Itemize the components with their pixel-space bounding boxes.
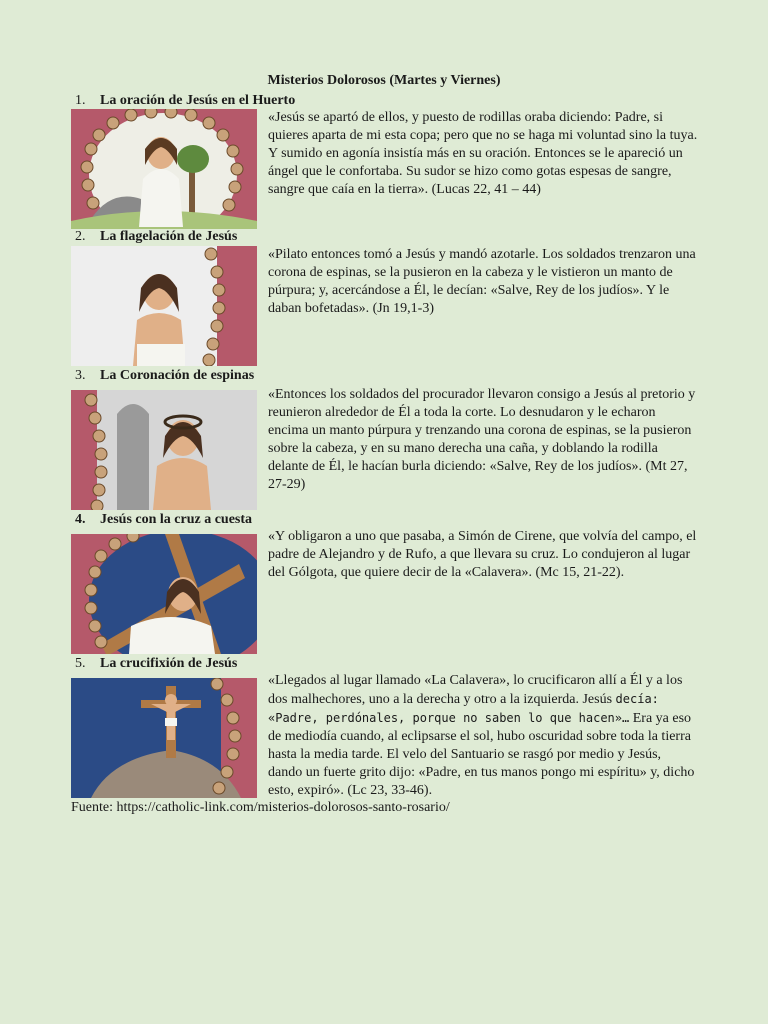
mystery-4-title: Jesús con la cruz a cuesta (100, 512, 253, 527)
mystery-4-number: 4. (75, 512, 86, 527)
mystery-5-number: 5. (75, 656, 86, 671)
mystery-3-text: «Entonces los soldados del procurador llevaron consigo a Jesús al pretorio y reunieron alrededor de Él a toda la corte. Lo desnudaron y le echaron encima un manto púrpura y trenzando una corona de espinas, se la pusieron sobre la cabeza, y en su mano derecha una caña, y doblando la rodilla delante de Él, le hacían burla diciendo: «Salve, Rey de los judíos». (Mt 27, 27-29) (268, 387, 696, 492)
mystery-5-text-a: «Llegados al lugar llamado «La Calavera», lo crucificaron allí a Él y a los dos malhechores, uno a la derecha y otro a la izquierda. Jesús (268, 673, 683, 707)
mystery-5-text-mono: decía: «Padre, perdónales, porque no saben lo que hacen»… (268, 692, 659, 725)
mystery-2-number: 2. (75, 229, 86, 244)
crucifixion-image (71, 678, 257, 798)
cross-carrying-image (71, 534, 257, 654)
mystery-4-illustration (71, 534, 257, 654)
mystery-5-heading (75, 656, 237, 672)
mystery-1-title: La oración de Jesús en el Huerto (100, 93, 296, 108)
mystery-1-illustration (71, 109, 257, 229)
mystery-3-illustration (71, 390, 257, 510)
mystery-1-heading (75, 93, 295, 109)
mystery-2-heading (75, 229, 237, 245)
mystery-2-title: La flagelación de Jesús (100, 229, 238, 244)
mystery-2-text: «Pilato entonces tomó a Jesús y mandó azotarle. Los soldados trenzaron una corona de espinas, se la pusieron en la cabeza y le vistieron un manto de púrpura; y, acercándose a Él, le decían: «Salve, Rey de los judíos». Y le daban bofetadas». (Jn 19,1-3) (268, 247, 696, 316)
crowning-image (71, 390, 257, 510)
mystery-5-title: La crucifixión de Jesús (100, 656, 238, 671)
page-title: Misterios Dolorosos (Martes y Viernes) (267, 73, 501, 88)
mystery-1-number: 1. (75, 93, 86, 108)
garden-prayer-image (71, 109, 257, 229)
mystery-4-heading (75, 512, 252, 528)
mystery-3-title: La Coronación de espinas (100, 368, 255, 383)
mystery-4-text: «Y obligaron a uno que pasaba, a Simón de Cirene, que volvía del campo, el padre de Alejandro y de Rufo, a que llevara su cruz. Lo condujeron al lugar del Gólgota, que quiere decir de la «Calavera». (Mc 15, 21-22). (268, 529, 697, 580)
mystery-5-illustration (71, 678, 257, 798)
scourging-image (71, 246, 257, 366)
mystery-3-number: 3. (75, 368, 86, 383)
mystery-5-text-b: Era ya eso de mediodía cuando, al eclipsarse el sol, hubo oscuridad sobre toda la tierra hasta la media tarde. El velo del Santuario se rasgó por medio y Jesús, dando un fuerte grito dijo: «Padre, en tus manos pongo mi espíritu» y, dicho esto, expiró». (Lc 23, 33-46). (268, 711, 695, 798)
mystery-5-text (268, 672, 698, 800)
source-link[interactable]: Fuente: https://catholic-link.com/misterios-dolorosos-santo-rosario/ (71, 800, 450, 815)
mystery-2-illustration (71, 246, 257, 366)
mystery-1-text: «Jesús se apartó de ellos, y puesto de rodillas oraba diciendo: Padre, si quieres aparta de mi esta copa; pero que no se haga mi voluntad sino la tuya. Y sumido en agonía insistía más en su oración. Entonces se le apareció un ángel que le confortaba. Su sudor se hizo como gotas espesas de sangre, sangre que caía en la tierra». (Lucas 22, 41 – 44) (268, 110, 698, 197)
mystery-3-heading (75, 368, 254, 384)
